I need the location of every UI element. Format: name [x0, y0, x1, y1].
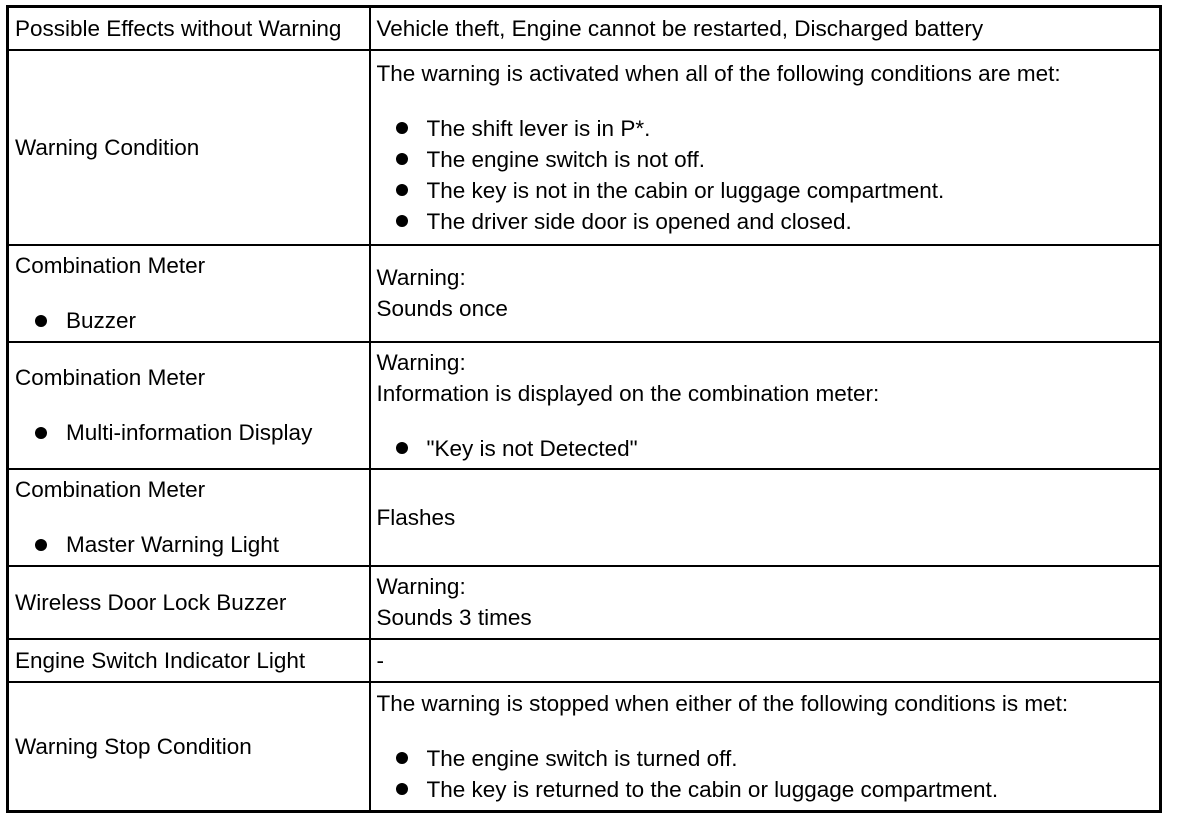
row-value	[370, 50, 1161, 245]
table-row	[8, 245, 1161, 342]
row-label	[8, 342, 370, 469]
bullet-icon	[396, 215, 408, 227]
table-row	[8, 342, 1161, 469]
value-line: Sounds 3 times	[376, 605, 532, 630]
value-line: Sounds once	[376, 296, 508, 321]
list-item: "Key is not Detected"	[377, 433, 1154, 464]
bullet-icon	[396, 153, 408, 165]
list-item: The shift lever is in P*.	[377, 113, 1154, 144]
row-value	[370, 245, 1161, 342]
bullet-icon	[35, 315, 47, 327]
warning-spec-table	[6, 5, 1162, 813]
row-label: Engine Switch Indicator Light	[8, 639, 370, 682]
bullet-icon	[35, 539, 47, 551]
row-label: Wireless Door Lock Buzzer	[8, 566, 370, 639]
row-value: Vehicle theft, Engine cannot be restarted, Discharged battery	[370, 7, 1161, 50]
intro-text: The warning is activated when all of the following conditions are met:	[376, 60, 1061, 86]
label-title: Combination Meter	[15, 477, 206, 502]
bullet-icon	[396, 122, 408, 134]
list-item: Master Warning Light	[15, 529, 363, 560]
row-value: -	[370, 639, 1161, 682]
label-title: Combination Meter	[15, 365, 206, 390]
list-item: The key is not in the cabin or luggage compartment.	[377, 175, 1154, 206]
row-value: Flashes	[370, 469, 1161, 566]
list-item: Buzzer	[15, 305, 363, 336]
row-label: Warning Condition	[8, 50, 370, 245]
bullet-icon	[396, 783, 408, 795]
value-line: Warning:	[376, 349, 466, 375]
value-line: Warning:	[376, 574, 466, 599]
bullet-icon	[396, 752, 408, 764]
list-item: Multi-information Display	[15, 417, 363, 448]
row-value	[370, 566, 1161, 639]
row-value	[370, 682, 1161, 812]
list-item: The key is returned to the cabin or luggage compartment.	[377, 774, 1154, 805]
label-title: Combination Meter	[15, 253, 206, 278]
bullet-icon	[396, 442, 408, 454]
row-label: Possible Effects without Warning	[8, 7, 370, 50]
bullet-icon	[396, 184, 408, 196]
intro-text: The warning is stopped when either of the following conditions is met:	[376, 690, 1069, 716]
row-label	[8, 469, 370, 566]
row-label: Warning Stop Condition	[8, 682, 370, 812]
list-item: The engine switch is turned off.	[377, 743, 1154, 774]
value-line: Information is displayed on the combination meter:	[376, 380, 880, 406]
bullet-icon	[35, 427, 47, 439]
table-row	[8, 50, 1161, 245]
row-label	[8, 245, 370, 342]
value-line: Warning:	[376, 265, 466, 290]
table-row	[8, 566, 1161, 639]
list-item: The engine switch is not off.	[377, 144, 1154, 175]
row-value	[370, 342, 1161, 469]
table-row	[8, 682, 1161, 812]
table-row	[8, 7, 1161, 50]
list-item: The driver side door is opened and closed.	[377, 206, 1154, 237]
table-row	[8, 639, 1161, 682]
table-row	[8, 469, 1161, 566]
